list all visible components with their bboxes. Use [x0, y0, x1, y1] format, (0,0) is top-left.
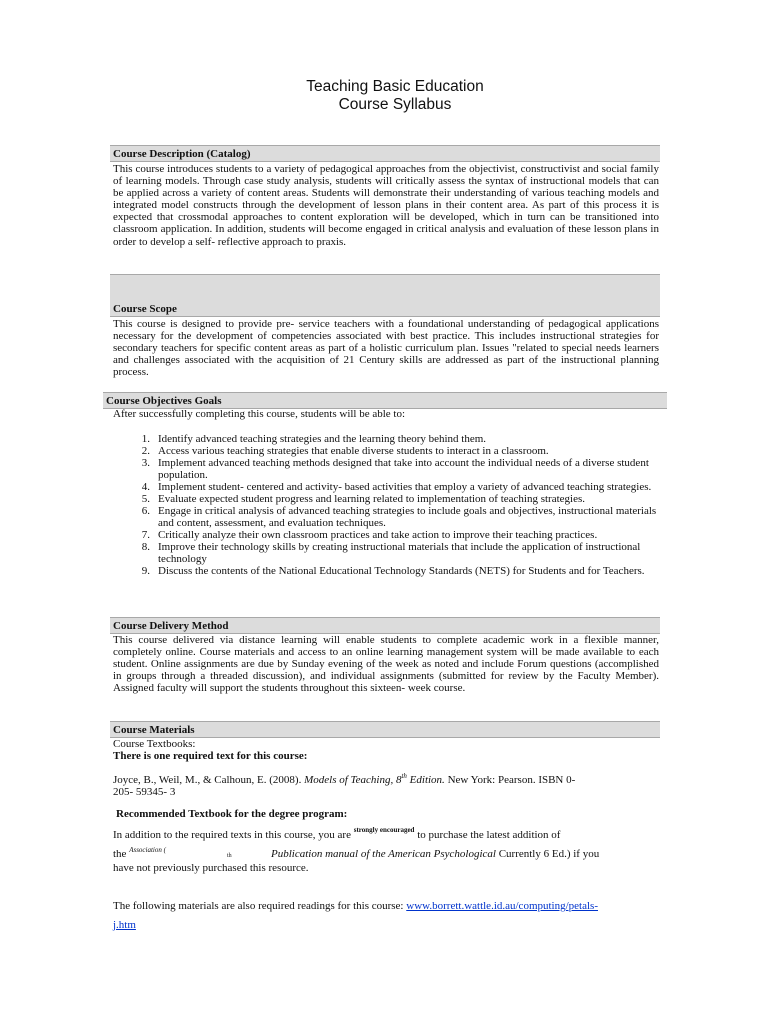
emphasis-text: strongly encouraged [353, 826, 415, 834]
list-item: 8. Improve their technology skills by creating instructional materials that include the application of instructional technology [141, 541, 641, 565]
materials-paragraph-line-1: In addition to the required texts in this course, you are $^{strongly encouraged}$ to purchase the latest addition of [113, 826, 561, 841]
section-header-objectives [103, 392, 667, 409]
section-header-materials [110, 721, 660, 738]
list-item: 5. Evaluate expected student progress and learning related to implementation of teaching strategies. [141, 493, 586, 505]
readings-link[interactable]: www.borrett.wattle.id.au/computing/petals- [406, 900, 598, 912]
readings-link-continued [113, 919, 136, 931]
delivery-body: This course delivered via distance learning will enable students to complete academic work in a flexible manner, completely online. Course materials and access to an online learning management system will be made available to each student. Online assignments are due by Sunday evening of the week as noted and include Forum questions (accomplished in groups through a threaded discussion), and individual assignments (submitted for review by the Faculty Member). Assigned faculty will support the students throughout this sixteen- week course. [113, 634, 659, 695]
description-body: This course introduces students to a variety of pedagogical approaches from the objectivist, constructivist and social family of learning models. Through case study analysis, students will critically assess the syntax of instructional models that can be applied across a variety of content areas. Students will demonstrate their understanding of various teaching models and integrated model constructs through the development of lesson plans in their content area. As part of this process it is expected that crossmodal approaches to content exploration will be developed, which in turn can be transitioned into classroom application. In addition, students will become engaged in critical analysis and evaluation of these lesson plans in order to develop a self- reflective approach to praxis. [113, 163, 659, 248]
list-item: 4. Implement student- centered and activity- based activities that employ a variety of advanced teaching strategies. [141, 481, 652, 493]
section-header-scope [110, 274, 660, 317]
citation-line-2: 205- 59345- 3 [113, 786, 176, 798]
section-header-label: Course Materials [113, 724, 195, 736]
list-item: 6. Engage in critical analysis of advanced teaching strategies to include goals and objectives, instructional materials and content, assessment, and evaluation techniques. [141, 505, 657, 529]
list-item: 7. Critically analyze their own classroom practices and take action to improve their teaching practices. [141, 529, 598, 541]
manual-title: Publication manual of the American Psychological Currently 6 Ed.) if you [271, 848, 600, 860]
scope-body: This course is designed to provide pre- service teachers with a foundational understanding of pedagogical applications necessary for the development of competencies associated with best practice. This includes instructional strategies for secondary teachers for specific content areas as part of a holistic curriculum plan. Issues "related to special needs learners and challenges associated with the acquisition of 21 Century skills are addressed as part of the instructional planning process. [113, 318, 659, 379]
readings-text: The following materials are also required readings for this course: www.borrett.wattle.id.au/computing/petals- [113, 900, 598, 912]
list-item: 1. Identify advanced teaching strategies and the learning theory behind them. [141, 433, 487, 445]
document-title: Teaching Basic Education [306, 78, 484, 95]
section-header-label: Course Scope [113, 303, 177, 315]
materials-paragraph-line-2: the $^{Association (}$ [113, 846, 166, 860]
list-item: 9. Discuss the contents of the National Educational Technology Standards (NETS) for Students and for Teachers. [141, 565, 645, 577]
book-title: Models of Teaching, 8 [304, 774, 402, 786]
section-header-label: Course Description (Catalog) [113, 148, 251, 160]
section-header-delivery [110, 617, 660, 634]
document-subtitle: Course Syllabus [338, 96, 452, 113]
list-item: 2. Access various teaching strategies that enable diverse students to interact in a classroom. [141, 445, 549, 457]
readings-link-end[interactable]: j.htm [113, 919, 136, 931]
textbooks-label: Course Textbooks: [113, 738, 196, 750]
materials-paragraph-line-3: have not previously purchased this resource. [113, 862, 309, 874]
section-header-label: Course Delivery Method [113, 620, 229, 632]
list-item: 3. Implement advanced teaching methods designed that take into account the individual needs of a diverse student population. [141, 457, 649, 481]
objectives-list [133, 433, 673, 577]
section-header-label: Course Objectives Goals [106, 395, 222, 407]
citation-line-1: Joyce, B., Weil, M., & Calhoun, E. (2008). Models of Teaching, 8th Edition. New York: Pearson. ISBN 0- [113, 772, 576, 786]
required-text-note: There is one required text for this course: [113, 750, 308, 762]
section-header-description [110, 145, 660, 162]
objectives-intro: After successfully completing this course, students will be able to: [113, 408, 406, 420]
recommended-heading: Recommended Textbook for the degree program: [116, 808, 348, 820]
